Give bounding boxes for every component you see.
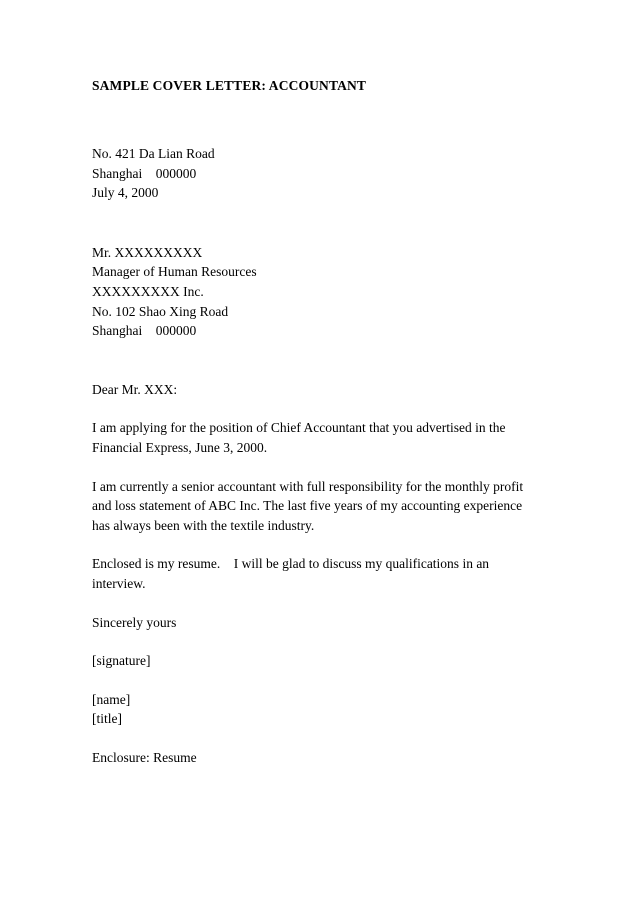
body-paragraph-3: Enclosed is my resume. I will be glad to discuss my qualifications in an interview. (92, 556, 493, 591)
recipient-address-block (92, 243, 540, 341)
sender-city-postcode: Shanghai 000000 (92, 165, 197, 181)
spacer-signer-enclosure (92, 729, 540, 748)
letter-date: July 4, 2000 (92, 185, 159, 201)
recipient-city-postcode: Shanghai 000000 (92, 323, 197, 339)
spacer-paragraph-1-2 (92, 458, 540, 477)
spacer-body-closing (92, 594, 540, 613)
signer-block (92, 690, 540, 729)
recipient-job-title: Manager of Human Resources (92, 264, 257, 280)
page-title: SAMPLE COVER LETTER: ACCOUNTANT (92, 78, 367, 93)
spacer-paragraph-2-3 (92, 535, 540, 554)
spacer-salutation-body (92, 399, 540, 418)
recipient-name: Mr. XXXXXXXXX (92, 244, 203, 260)
salutation: Dear Mr. XXX: (92, 381, 178, 397)
recipient-company: XXXXXXXXX Inc. (92, 283, 204, 299)
signature-placeholder: [signature] (92, 653, 151, 669)
sender-street: No. 421 Da Lian Road (92, 146, 215, 161)
closing-salutation: Sincerely yours (92, 614, 177, 630)
spacer-title-sender (92, 95, 540, 144)
spacer-closing-signature (92, 632, 540, 651)
spacer-sender-recipient (92, 203, 540, 243)
spacer-recipient-salutation (92, 341, 540, 380)
body-paragraph-1: I am applying for the position of Chief Accountant that you advertised in the Financial Express, June 3, 2000. (92, 420, 509, 455)
sender-address-block (92, 144, 540, 203)
recipient-street: No. 102 Shao Xing Road (92, 303, 229, 319)
body-paragraph-2: I am currently a senior accountant with full responsibility for the monthly profit and loss statement of ABC Inc. The last five years of my accounting experience has always been with the textile industry. (92, 478, 527, 533)
spacer-signature-name (92, 671, 540, 690)
enclosure-note: Enclosure: Resume (92, 749, 197, 765)
signer-name-placeholder: [name] (92, 691, 131, 707)
signer-title-placeholder: [title] (92, 711, 122, 727)
letter-content (92, 76, 540, 767)
